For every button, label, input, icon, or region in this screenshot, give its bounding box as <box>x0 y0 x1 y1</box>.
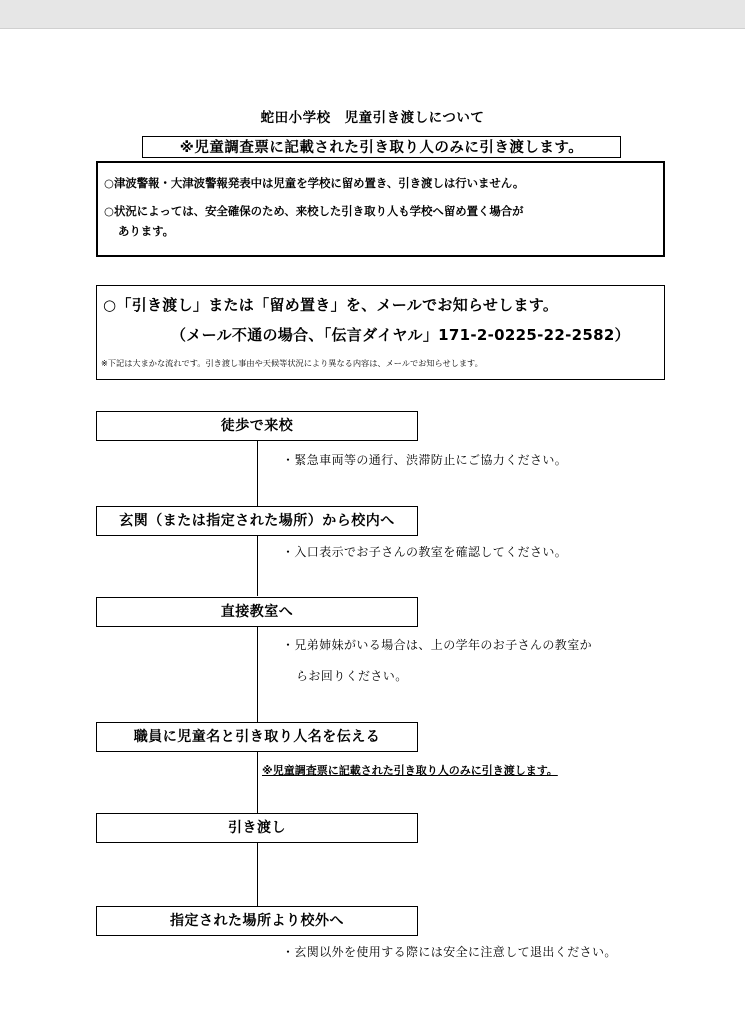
flow-connector <box>257 534 258 596</box>
notice-line-3: あります。 <box>118 224 175 238</box>
notice-line-1: ○津波警報・大津波警報発表中は児童を学校に留め置き、引き渡しは行いません。 <box>104 176 525 190</box>
mail-notice-line-2: （メール不通の場合、「伝言ダイヤル」171-2-0225-22-2582） <box>171 326 630 344</box>
flow-connector <box>257 752 258 813</box>
notice-line-2: ○状況によっては、安全確保のため、来校した引き取り人も学校へ留め置く場合が <box>104 204 524 218</box>
flow-step-leave-school: 指定された場所より校外へ <box>96 906 418 936</box>
mail-notice-box <box>96 285 665 380</box>
flow-warning: ※児童調査票に記載された引き取り人のみに引き渡します。 <box>262 764 558 777</box>
viewer-toolbar <box>0 0 745 29</box>
flow-memo-2: ・入口表示でお子さんの教室を確認してください。 <box>282 545 568 559</box>
flow-step-tell-staff: 職員に児童名と引き取り人名を伝える <box>96 722 418 752</box>
flow-step-arrive-on-foot: 徒歩で来校 <box>96 411 418 441</box>
mail-notice-note: ※下記は大まかな流れです。引き渡し事由や天候等状況により異なる内容は、メールでお知らせします。 <box>101 358 483 368</box>
mail-notice-line-1: ○「引き渡し」または「留め置き」を、メールでお知らせします。 <box>103 296 559 314</box>
flow-memo-6: ・玄関以外を使用する際には安全に注意して退出ください。 <box>282 945 617 959</box>
flow-step-go-to-classroom: 直接教室へ <box>96 597 418 627</box>
notice-box <box>96 161 665 257</box>
document-title: 蛇田小学校 児童引き渡しについて <box>260 110 485 126</box>
flow-memo-3b: らお回りください。 <box>296 669 408 683</box>
flow-memo-1: ・緊急車両等の通行、渋滞防止にご協力ください。 <box>282 453 568 467</box>
flow-connector <box>257 627 258 722</box>
flow-connector <box>257 441 258 510</box>
document-subtitle: ※児童調査票に記載された引き取り人のみに引き渡します。 <box>142 136 621 158</box>
flow-memo-3a: ・兄弟姉妹がいる場合は、上の学年のお子さんの教室か <box>282 638 593 652</box>
flow-connector <box>257 843 258 906</box>
flow-step-handover: 引き渡し <box>96 813 418 843</box>
flow-step-enter-school: 玄関（または指定された場所）から校内へ <box>96 506 418 536</box>
